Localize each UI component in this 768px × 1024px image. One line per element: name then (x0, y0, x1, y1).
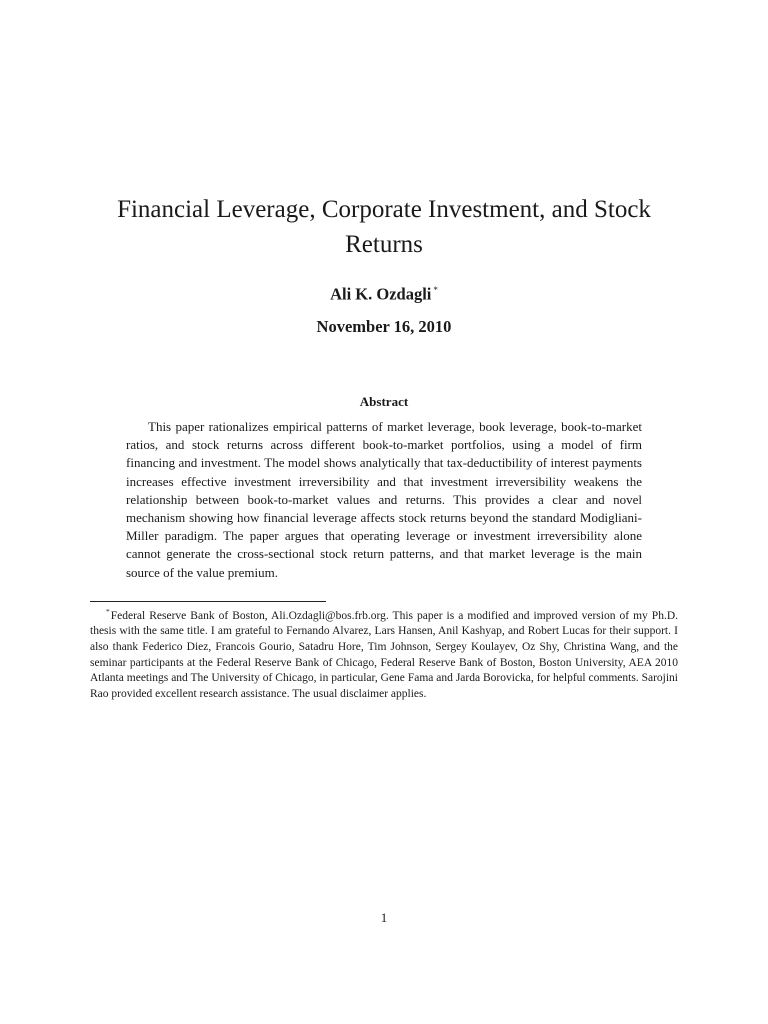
abstract-body: This paper rationalizes empirical patterns of market leverage, book leverage, book-to-market ratios, and stock returns across different book-to-market portfolios, using a model of firm financing and investment. The model shows analytically that tax-deductibility of interest payments increases effective investment irreversibility and that investment irreversibility weakens the relationship between book-to-market values and returns. This provides a clear and novel mechanism showing how financial leverage affects stock returns beyond the standard Modigliani-Miller paradigm. The paper argues that operating leverage or investment irreversibility alone cannot generate the cross-sectional stock return patterns, and that market leverage is the main source of the value premium. (126, 419, 642, 580)
abstract-heading: Abstract (359, 394, 409, 409)
footnote (90, 604, 678, 702)
footnote-mark: * (106, 607, 110, 616)
paper-title: Financial Leverage, Corporate Investment, and Stock Returns (117, 196, 651, 258)
author-name: Ali K. Ozdagli (330, 284, 432, 304)
paper-date: November 16, 2010 (316, 317, 452, 336)
author-line (90, 278, 678, 307)
footnote-divider (90, 601, 326, 602)
footnote-text: Federal Reserve Bank of Boston, Ali.Ozdagli@bos.frb.org. This paper is a modified and improved version of my Ph.D. thesis with the same title. I am grateful to Fernando Alvarez, Lars Hansen, Anil Kashyap, and Robert Lucas for their support. I also thank Federico Diez, Francois Gourio, Satadru Hore, Tim Johnson, Sergey Koulayev, Oz Shy, Christina Wang, and the seminar participants at the Federal Reserve Bank of Chicago, Federal Reserve Bank of Boston, Boston University, AEA 2010 Atlanta meetings and The University of Chicago, in particular, Gene Fama and Jarda Borovicka, for helpful comments. Sarojini Rao provided excellent research assistance. The usual disclaimer applies. (90, 609, 678, 700)
author-footnote-mark: * (433, 285, 438, 295)
page-number: 1 (380, 910, 388, 925)
